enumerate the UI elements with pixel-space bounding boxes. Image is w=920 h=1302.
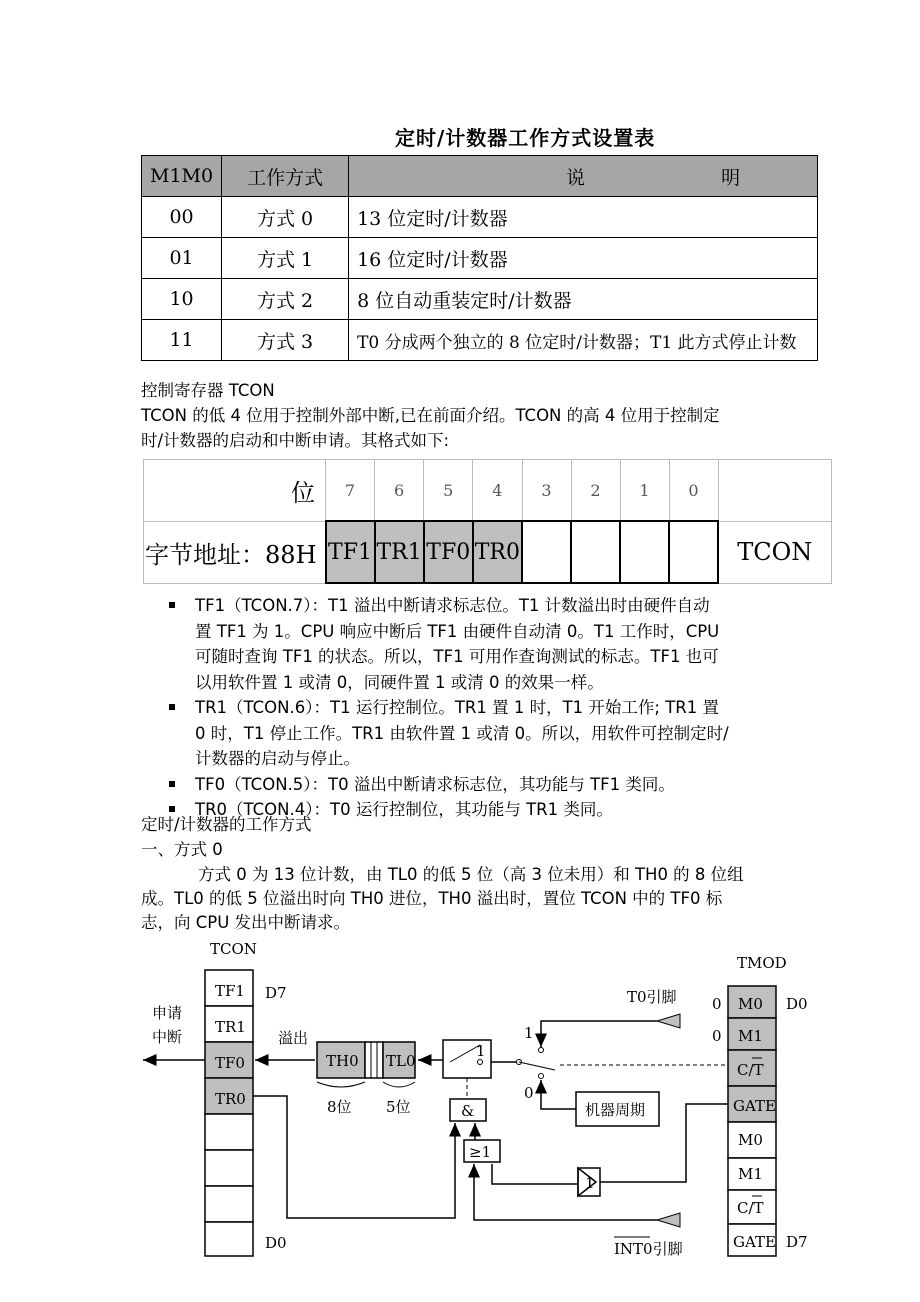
tcon-format-table bbox=[143, 459, 832, 584]
bit-name: TF1 bbox=[326, 521, 375, 583]
th0-brace bbox=[317, 1082, 365, 1087]
overflow-label: 溢出 bbox=[278, 1029, 309, 1047]
mode-desc: 8 位自动重装定时/计数器 bbox=[349, 279, 818, 320]
machine-cycle-wire bbox=[541, 1080, 576, 1109]
bit-number: 3 bbox=[522, 460, 571, 522]
th0-bits-label: 8位 bbox=[327, 1098, 352, 1116]
tcon-d7-label: D7 bbox=[265, 984, 287, 1002]
register-name: TCON bbox=[718, 521, 831, 583]
bit-number: 5 bbox=[424, 460, 473, 522]
t0-pin-wire bbox=[541, 1021, 657, 1047]
table-header-row bbox=[142, 156, 818, 197]
tl0-label: TL0 bbox=[386, 1052, 416, 1070]
tmod-cell-m0-t1: M0 bbox=[738, 1131, 763, 1149]
tmod-cell-ct: C/T bbox=[737, 1061, 764, 1079]
int0-pin-label: INT0引脚 bbox=[614, 1240, 683, 1258]
bit-number: 7 bbox=[326, 460, 375, 522]
bit-number: 6 bbox=[375, 460, 424, 522]
bit-name bbox=[571, 521, 620, 583]
table-row bbox=[142, 279, 818, 320]
mode0-text-line2: 成。TL0 的低 5 位溢出时向 TH0 进位，TH0 溢出时，置位 TCON 中的 TF0 标 bbox=[141, 889, 723, 908]
tr0-to-and-wire bbox=[253, 1096, 455, 1218]
mode-code: 00 bbox=[142, 197, 222, 238]
byte-address: 字节地址：88H bbox=[144, 521, 326, 583]
bullet-icon bbox=[169, 602, 175, 608]
m0-value: 0 bbox=[712, 995, 722, 1013]
list-item: TF1（TCON.7）：T1 溢出中断请求标志位。T1 计数溢出时由硬件自动 置 TF1 为 1。CPU 响应中断后 TF1 由硬件自动清 0。T1 工作时，CPU 可随时查询 TF1 的状态。所以，TF1 可用作查询测试的标志。TF1 也可 以用软件置 1 或清 0，同硬件置 1 或清 0 的效果一样。 bbox=[163, 593, 788, 695]
bullet-icon bbox=[169, 781, 175, 787]
tcon-heading: 控制寄存器 TCON bbox=[141, 381, 275, 400]
tmod-cell-ct-t1: C/T bbox=[737, 1199, 764, 1217]
not-to-or-wire bbox=[492, 1164, 578, 1184]
list-item: TR0（TCON.4）：T0 运行控制位，其功能与 TR1 类同。 bbox=[163, 797, 788, 823]
tmod-register-title: TMOD bbox=[737, 954, 787, 972]
header-mode: 工作方式 bbox=[222, 156, 349, 197]
name-row bbox=[144, 521, 832, 583]
tmod-cell-gate-t1: GATE bbox=[733, 1233, 776, 1251]
mode0-text-line3: 志，向 CPU 发出中断请求。 bbox=[141, 913, 351, 932]
th0-label: TH0 bbox=[326, 1052, 359, 1070]
tmod-d7-label: D7 bbox=[786, 1233, 808, 1251]
mode-name: 方式 1 bbox=[222, 238, 349, 279]
bullet-icon bbox=[169, 704, 175, 710]
bit-number: 2 bbox=[571, 460, 620, 522]
bit-number: 0 bbox=[669, 460, 718, 522]
tl0-brace bbox=[383, 1082, 415, 1087]
subsection-heading: 一、方式 0 bbox=[141, 840, 223, 859]
tmod-cell-m1: M1 bbox=[738, 1027, 763, 1045]
not-gate-label: 1 bbox=[585, 1174, 595, 1192]
bit-name bbox=[669, 521, 718, 583]
selector-zero-label: 0 bbox=[524, 1084, 534, 1102]
bit-label: 位 bbox=[144, 460, 326, 522]
selector-one-label: 1 bbox=[524, 1024, 534, 1042]
control-switch-contact bbox=[478, 1060, 483, 1065]
table-row bbox=[142, 320, 818, 361]
mode0-diagram bbox=[0, 930, 920, 1302]
or-gate-label: ≥1 bbox=[469, 1143, 492, 1161]
tmod-cell-m0: M0 bbox=[738, 995, 763, 1013]
mode-code: 10 bbox=[142, 279, 222, 320]
request-label-line2: 中断 bbox=[152, 1028, 183, 1046]
selector-contact-0 bbox=[539, 1074, 544, 1079]
bit-name: TF0 bbox=[424, 521, 473, 583]
bit-name bbox=[522, 521, 571, 583]
request-label-line1: 申请 bbox=[152, 1004, 183, 1022]
and-gate-label: & bbox=[461, 1102, 475, 1120]
tcon-intro-line1: TCON 的低 4 位用于控制外部中断,已在前面介绍。TCON 的高 4 位用于控制定 bbox=[141, 406, 720, 425]
control-switch-one: 1 bbox=[476, 1042, 486, 1060]
mode-name: 方式 2 bbox=[222, 279, 349, 320]
mode-desc: T0 分成两个独立的 8 位定时/计数器；T1 此方式停止计数 bbox=[349, 320, 818, 361]
header-m1m0: M1M0 bbox=[142, 156, 222, 197]
tl0-bits-label: 5位 bbox=[386, 1098, 411, 1116]
list-item: TF0（TCON.5）：T0 溢出中断请求标志位，其功能与 TF1 类同。 bbox=[163, 772, 788, 798]
tcon-cell-tf1: TF1 bbox=[215, 982, 245, 1000]
selector-contact-1 bbox=[539, 1048, 544, 1053]
bit-name: TR0 bbox=[473, 521, 522, 583]
machine-cycle-label: 机器周期 bbox=[585, 1101, 646, 1119]
m1-value: 0 bbox=[712, 1027, 722, 1045]
mode-settings-table bbox=[141, 155, 818, 361]
tcon-cell-tf0: TF0 bbox=[215, 1054, 245, 1072]
table-row bbox=[142, 238, 818, 279]
mode-desc: 16 位定时/计数器 bbox=[349, 238, 818, 279]
mode-name: 方式 3 bbox=[222, 320, 349, 361]
selector-blade bbox=[519, 1062, 555, 1070]
tcon-cell-tr0: TR0 bbox=[215, 1090, 246, 1108]
mode-code: 01 bbox=[142, 238, 222, 279]
tcon-intro-line2: 时/计数器的启动和中断申请。其格式如下: bbox=[141, 431, 450, 450]
th0-unused-bits bbox=[365, 1042, 383, 1078]
list-item: TR1（TCON.6）：T1 运行控制位。TR1 置 1 时，T1 开始工作; TR1 置 0 时，T1 停止工作。TR1 由软件置 1 或清 0。所以，用软件可控制定时/ 计数器的启动与停止。 bbox=[163, 695, 788, 772]
bit-name: TR1 bbox=[375, 521, 424, 583]
tmod-cell-m1-t1: M1 bbox=[738, 1165, 763, 1183]
int0-pin-wire bbox=[474, 1164, 657, 1220]
tcon-register-title: TCON bbox=[210, 940, 257, 958]
bit-name bbox=[620, 521, 669, 583]
tcon-register bbox=[205, 970, 253, 1256]
mode-code: 11 bbox=[142, 320, 222, 361]
t0-pin-label: T0引脚 bbox=[627, 988, 677, 1006]
tmod-cell-gate: GATE bbox=[733, 1097, 776, 1115]
int0-pin-icon bbox=[657, 1213, 680, 1227]
bit-row bbox=[144, 460, 832, 522]
tmod-d0-label: D0 bbox=[786, 995, 808, 1013]
tcon-cell-tr1: TR1 bbox=[215, 1018, 246, 1036]
section-heading: 定时/计数器的工作方式 bbox=[141, 815, 312, 834]
mode-table-title: 定时/计数器工作方式设置表 bbox=[395, 126, 656, 150]
t0-pin-icon bbox=[657, 1014, 680, 1028]
header-desc: 说 明 bbox=[349, 156, 818, 197]
mode0-text-line1: 方式 0 为 13 位计数，由 TL0 的低 5 位（高 3 位未用）和 TH0 的 8 位组 bbox=[198, 865, 744, 884]
bit-description-list bbox=[163, 593, 788, 823]
mode-name: 方式 0 bbox=[222, 197, 349, 238]
tcon-d0-label: D0 bbox=[265, 1234, 287, 1252]
table-row bbox=[142, 197, 818, 238]
mode-desc: 13 位定时/计数器 bbox=[349, 197, 818, 238]
bit-number: 1 bbox=[620, 460, 669, 522]
bit-number: 4 bbox=[473, 460, 522, 522]
